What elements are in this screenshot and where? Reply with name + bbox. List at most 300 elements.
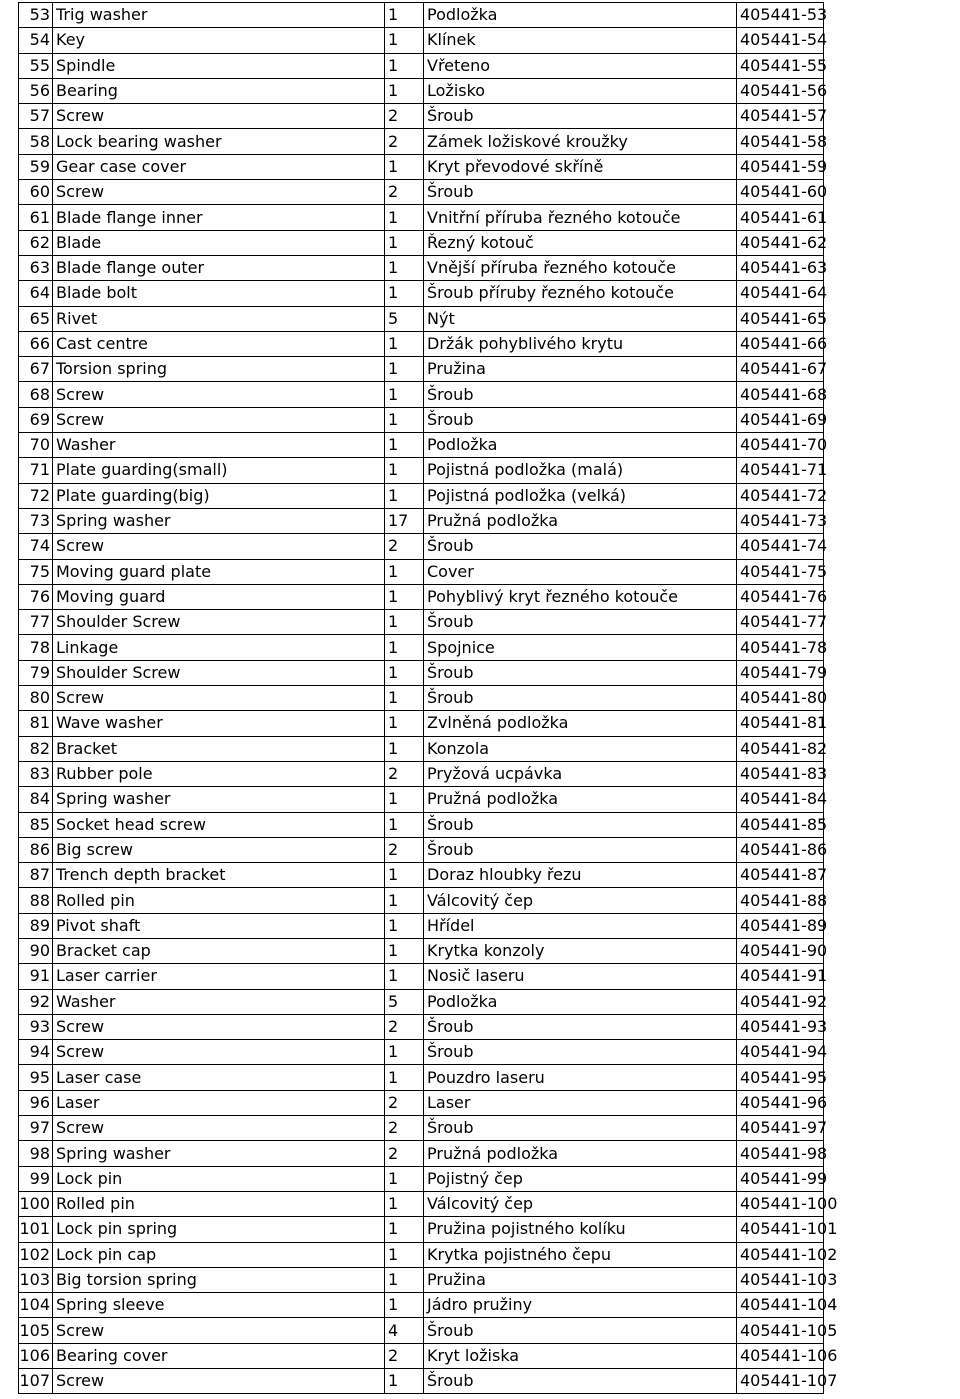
quantity-cell: 1 [385, 1267, 424, 1292]
part-name-cz-cell: Laser [424, 1090, 737, 1115]
part-code-cell: 405441-90 [737, 938, 824, 963]
quantity-cell: 2 [385, 1141, 424, 1166]
part-name-en-cell: Blade [53, 230, 385, 255]
quantity-cell: 1 [385, 559, 424, 584]
part-name-en-cell: Rolled pin [53, 1191, 385, 1216]
part-number-cell: 59 [19, 154, 53, 179]
table-row [19, 559, 824, 584]
part-number-cell: 63 [19, 255, 53, 280]
part-code-cell: 405441-57 [737, 104, 824, 129]
table-row [19, 635, 824, 660]
part-name-en-cell: Spring washer [53, 787, 385, 812]
table-row [19, 28, 824, 53]
table-row [19, 1242, 824, 1267]
part-number-cell: 66 [19, 331, 53, 356]
part-name-cz-cell: Krytka pojistného čepu [424, 1242, 737, 1267]
part-code-cell: 405441-75 [737, 559, 824, 584]
part-name-cz-cell: Pružná podložka [424, 508, 737, 533]
part-name-cz-cell: Zámek ložiskové kroužky [424, 129, 737, 154]
part-name-cz-cell: Cover [424, 559, 737, 584]
part-name-en-cell: Trig washer [53, 3, 385, 28]
parts-list-body [19, 3, 838, 1394]
table-row [19, 1191, 824, 1216]
part-number-cell: 102 [19, 1242, 53, 1267]
part-code-cell: 405441-65 [737, 306, 824, 331]
part-number-cell: 77 [19, 610, 53, 635]
table-row [19, 1116, 824, 1141]
quantity-cell: 1 [385, 1166, 424, 1191]
part-number-cell: 100 [19, 1191, 53, 1216]
part-code-cell: 405441-62 [737, 230, 824, 255]
part-name-en-cell: Washer [53, 433, 385, 458]
part-code-cell: 405441-56 [737, 78, 824, 103]
table-row [19, 736, 824, 761]
part-number-cell: 72 [19, 483, 53, 508]
quantity-cell: 1 [385, 205, 424, 230]
table-row [19, 331, 824, 356]
part-name-en-cell: Moving guard [53, 584, 385, 609]
quantity-cell: 1 [385, 382, 424, 407]
table-row [19, 382, 824, 407]
part-name-cz-cell: Podložka [424, 433, 737, 458]
part-name-en-cell: Linkage [53, 635, 385, 660]
table-row [19, 610, 824, 635]
quantity-cell: 17 [385, 508, 424, 533]
part-number-cell: 75 [19, 559, 53, 584]
part-code-cell: 405441-87 [737, 863, 824, 888]
table-row [19, 129, 824, 154]
part-code-cell: 405441-103 [737, 1267, 824, 1292]
part-code-cell: 405441-61 [737, 205, 824, 230]
table-row [19, 938, 824, 963]
part-name-en-cell: Screw [53, 1369, 385, 1394]
part-code-cell: 405441-107 [737, 1369, 824, 1394]
quantity-cell: 2 [385, 1014, 424, 1039]
quantity-cell: 1 [385, 1293, 424, 1318]
part-name-en-cell: Screw [53, 104, 385, 129]
table-row [19, 255, 824, 280]
part-name-cz-cell: Pružina [424, 1267, 737, 1292]
part-code-cell: 405441-82 [737, 736, 824, 761]
part-code-cell: 405441-76 [737, 584, 824, 609]
part-name-cz-cell: Vnitřní příruba řezného kotouče [424, 205, 737, 230]
part-code-cell: 405441-102 [737, 1242, 824, 1267]
part-name-en-cell: Socket head screw [53, 812, 385, 837]
quantity-cell: 1 [385, 686, 424, 711]
part-name-en-cell: Key [53, 28, 385, 53]
part-number-cell: 99 [19, 1166, 53, 1191]
table-row [19, 787, 824, 812]
part-name-en-cell: Screw [53, 1014, 385, 1039]
part-number-cell: 105 [19, 1318, 53, 1343]
table-row [19, 863, 824, 888]
table-row [19, 888, 824, 913]
part-code-cell: 405441-67 [737, 357, 824, 382]
part-name-en-cell: Pivot shaft [53, 913, 385, 938]
part-number-cell: 68 [19, 382, 53, 407]
quantity-cell: 2 [385, 129, 424, 154]
quantity-cell: 1 [385, 736, 424, 761]
quantity-cell: 5 [385, 989, 424, 1014]
part-number-cell: 83 [19, 761, 53, 786]
quantity-cell: 1 [385, 1191, 424, 1216]
part-number-cell: 85 [19, 812, 53, 837]
part-number-cell: 65 [19, 306, 53, 331]
part-code-cell: 405441-86 [737, 837, 824, 862]
part-number-cell: 82 [19, 736, 53, 761]
quantity-cell: 1 [385, 812, 424, 837]
part-name-en-cell: Screw [53, 534, 385, 559]
part-number-cell: 80 [19, 686, 53, 711]
table-row [19, 3, 824, 28]
quantity-cell: 1 [385, 1369, 424, 1394]
part-code-cell: 405441-99 [737, 1166, 824, 1191]
part-number-cell: 101 [19, 1217, 53, 1242]
table-row [19, 483, 824, 508]
part-name-cz-cell: Držák pohyblivého krytu [424, 331, 737, 356]
table-row [19, 1217, 824, 1242]
part-name-cz-cell: Pružná podložka [424, 1141, 737, 1166]
part-name-en-cell: Laser case [53, 1065, 385, 1090]
part-number-cell: 61 [19, 205, 53, 230]
part-name-cz-cell: Pojistný čep [424, 1166, 737, 1191]
part-name-en-cell: Plate guarding(big) [53, 483, 385, 508]
parts-list-table [18, 2, 838, 1394]
part-number-cell: 76 [19, 584, 53, 609]
quantity-cell: 1 [385, 584, 424, 609]
part-name-cz-cell: Kryt ložiska [424, 1343, 737, 1368]
quantity-cell: 1 [385, 1040, 424, 1065]
quantity-cell: 1 [385, 3, 424, 28]
part-number-cell: 57 [19, 104, 53, 129]
part-code-cell: 405441-85 [737, 812, 824, 837]
part-number-cell: 70 [19, 433, 53, 458]
part-number-cell: 67 [19, 357, 53, 382]
part-name-en-cell: Washer [53, 989, 385, 1014]
part-code-cell: 405441-77 [737, 610, 824, 635]
part-name-en-cell: Cast centre [53, 331, 385, 356]
part-number-cell: 103 [19, 1267, 53, 1292]
part-name-cz-cell: Kryt převodové skříně [424, 154, 737, 179]
table-row [19, 1014, 824, 1039]
part-name-cz-cell: Klínek [424, 28, 737, 53]
part-name-en-cell: Laser [53, 1090, 385, 1115]
part-code-cell: 405441-59 [737, 154, 824, 179]
part-code-cell: 405441-71 [737, 458, 824, 483]
part-name-en-cell: Blade flange inner [53, 205, 385, 230]
part-name-cz-cell: Podložka [424, 3, 737, 28]
part-name-en-cell: Plate guarding(small) [53, 458, 385, 483]
table-row [19, 53, 824, 78]
part-number-cell: 69 [19, 407, 53, 432]
part-name-cz-cell: Ložisko [424, 78, 737, 103]
part-number-cell: 58 [19, 129, 53, 154]
part-code-cell: 405441-89 [737, 913, 824, 938]
part-name-cz-cell: Šroub [424, 610, 737, 635]
part-number-cell: 86 [19, 837, 53, 862]
part-code-cell: 405441-79 [737, 660, 824, 685]
table-row [19, 407, 824, 432]
part-name-en-cell: Bearing [53, 78, 385, 103]
part-number-cell: 56 [19, 78, 53, 103]
part-name-cz-cell: Pojistná podložka (malá) [424, 458, 737, 483]
part-number-cell: 91 [19, 964, 53, 989]
quantity-cell: 1 [385, 711, 424, 736]
part-name-cz-cell: Šroub příruby řezného kotouče [424, 281, 737, 306]
quantity-cell: 2 [385, 1343, 424, 1368]
table-row [19, 913, 824, 938]
table-row [19, 812, 824, 837]
part-code-cell: 405441-70 [737, 433, 824, 458]
part-name-en-cell: Lock bearing washer [53, 129, 385, 154]
table-row [19, 306, 824, 331]
table-row [19, 357, 824, 382]
part-name-cz-cell: Pojistná podložka (velká) [424, 483, 737, 508]
part-code-cell: 405441-54 [737, 28, 824, 53]
part-number-cell: 90 [19, 938, 53, 963]
table-row [19, 1343, 824, 1368]
part-name-cz-cell: Pryžová ucpávka [424, 761, 737, 786]
quantity-cell: 1 [385, 635, 424, 660]
part-number-cell: 107 [19, 1369, 53, 1394]
part-code-cell: 405441-91 [737, 964, 824, 989]
part-name-cz-cell: Šroub [424, 1318, 737, 1343]
part-name-cz-cell: Pružná podložka [424, 787, 737, 812]
part-name-cz-cell: Šroub [424, 686, 737, 711]
part-name-en-cell: Big screw [53, 837, 385, 862]
part-number-cell: 81 [19, 711, 53, 736]
part-number-cell: 78 [19, 635, 53, 660]
part-name-cz-cell: Šroub [424, 1116, 737, 1141]
part-code-cell: 405441-92 [737, 989, 824, 1014]
part-code-cell: 405441-63 [737, 255, 824, 280]
part-code-cell: 405441-93 [737, 1014, 824, 1039]
part-code-cell: 405441-88 [737, 888, 824, 913]
part-name-cz-cell: Nýt [424, 306, 737, 331]
part-code-cell: 405441-78 [737, 635, 824, 660]
table-row [19, 180, 824, 205]
part-number-cell: 93 [19, 1014, 53, 1039]
part-number-cell: 88 [19, 888, 53, 913]
part-name-en-cell: Spring sleeve [53, 1293, 385, 1318]
part-name-en-cell: Torsion spring [53, 357, 385, 382]
part-name-en-cell: Blade bolt [53, 281, 385, 306]
part-code-cell: 405441-96 [737, 1090, 824, 1115]
part-code-cell: 405441-101 [737, 1217, 824, 1242]
table-row [19, 534, 824, 559]
part-name-cz-cell: Jádro pružiny [424, 1293, 737, 1318]
part-name-en-cell: Lock pin [53, 1166, 385, 1191]
part-name-cz-cell: Pružina [424, 357, 737, 382]
part-name-en-cell: Gear case cover [53, 154, 385, 179]
quantity-cell: 1 [385, 1065, 424, 1090]
part-number-cell: 89 [19, 913, 53, 938]
quantity-cell: 1 [385, 255, 424, 280]
part-name-en-cell: Spindle [53, 53, 385, 78]
part-name-en-cell: Screw [53, 382, 385, 407]
table-row [19, 686, 824, 711]
table-row [19, 1369, 824, 1394]
part-name-cz-cell: Válcovitý čep [424, 1191, 737, 1216]
part-name-cz-cell: Šroub [424, 1040, 737, 1065]
part-name-cz-cell: Válcovitý čep [424, 888, 737, 913]
part-name-cz-cell: Konzola [424, 736, 737, 761]
quantity-cell: 1 [385, 888, 424, 913]
part-code-cell: 405441-98 [737, 1141, 824, 1166]
part-code-cell: 405441-105 [737, 1318, 824, 1343]
part-number-cell: 79 [19, 660, 53, 685]
quantity-cell: 1 [385, 78, 424, 103]
part-name-cz-cell: Podložka [424, 989, 737, 1014]
part-name-en-cell: Moving guard plate [53, 559, 385, 584]
part-name-en-cell: Shoulder Screw [53, 660, 385, 685]
quantity-cell: 1 [385, 458, 424, 483]
part-name-cz-cell: Spojnice [424, 635, 737, 660]
table-row [19, 230, 824, 255]
quantity-cell: 2 [385, 761, 424, 786]
part-number-cell: 92 [19, 989, 53, 1014]
part-name-cz-cell: Hřídel [424, 913, 737, 938]
part-name-cz-cell: Vnější příruba řezného kotouče [424, 255, 737, 280]
part-code-cell: 405441-81 [737, 711, 824, 736]
quantity-cell: 1 [385, 407, 424, 432]
part-code-cell: 405441-104 [737, 1293, 824, 1318]
part-number-cell: 62 [19, 230, 53, 255]
table-row [19, 205, 824, 230]
part-code-cell: 405441-69 [737, 407, 824, 432]
table-row [19, 989, 824, 1014]
table-row [19, 1040, 824, 1065]
part-name-en-cell: Trench depth bracket [53, 863, 385, 888]
part-name-cz-cell: Šroub [424, 180, 737, 205]
part-name-en-cell: Screw [53, 1318, 385, 1343]
part-code-cell: 405441-72 [737, 483, 824, 508]
part-name-en-cell: Wave washer [53, 711, 385, 736]
part-name-cz-cell: Šroub [424, 812, 737, 837]
part-name-en-cell: Lock pin cap [53, 1242, 385, 1267]
part-code-cell: 405441-68 [737, 382, 824, 407]
part-name-en-cell: Rolled pin [53, 888, 385, 913]
part-code-cell: 405441-83 [737, 761, 824, 786]
part-name-en-cell: Rubber pole [53, 761, 385, 786]
quantity-cell: 1 [385, 28, 424, 53]
part-number-cell: 106 [19, 1343, 53, 1368]
quantity-cell: 1 [385, 964, 424, 989]
part-name-en-cell: Screw [53, 1040, 385, 1065]
part-name-cz-cell: Šroub [424, 837, 737, 862]
part-number-cell: 87 [19, 863, 53, 888]
table-row [19, 1293, 824, 1318]
part-name-cz-cell: Zvlněná podložka [424, 711, 737, 736]
table-row [19, 761, 824, 786]
quantity-cell: 1 [385, 281, 424, 306]
table-row [19, 433, 824, 458]
part-name-cz-cell: Pouzdro laseru [424, 1065, 737, 1090]
part-number-cell: 94 [19, 1040, 53, 1065]
part-code-cell: 405441-95 [737, 1065, 824, 1090]
part-name-en-cell: Bracket [53, 736, 385, 761]
quantity-cell: 1 [385, 53, 424, 78]
part-name-cz-cell: Řezný kotouč [424, 230, 737, 255]
table-row [19, 1318, 824, 1343]
part-number-cell: 55 [19, 53, 53, 78]
quantity-cell: 1 [385, 357, 424, 382]
part-name-cz-cell: Pružina pojistného kolíku [424, 1217, 737, 1242]
part-number-cell: 71 [19, 458, 53, 483]
part-number-cell: 60 [19, 180, 53, 205]
part-name-cz-cell: Šroub [424, 660, 737, 685]
part-code-cell: 405441-64 [737, 281, 824, 306]
part-name-en-cell: Spring washer [53, 508, 385, 533]
part-name-cz-cell: Krytka konzoly [424, 938, 737, 963]
part-name-cz-cell: Šroub [424, 1369, 737, 1394]
part-number-cell: 53 [19, 3, 53, 28]
table-row [19, 281, 824, 306]
part-name-cz-cell: Pohyblivý kryt řezného kotouče [424, 584, 737, 609]
part-name-en-cell: Screw [53, 1116, 385, 1141]
part-name-en-cell: Lock pin spring [53, 1217, 385, 1242]
part-code-cell: 405441-73 [737, 508, 824, 533]
part-name-cz-cell: Šroub [424, 104, 737, 129]
table-row [19, 1090, 824, 1115]
part-name-en-cell: Blade flange outer [53, 255, 385, 280]
part-name-cz-cell: Doraz hloubky řezu [424, 863, 737, 888]
part-name-en-cell: Screw [53, 407, 385, 432]
part-code-cell: 405441-84 [737, 787, 824, 812]
quantity-cell: 2 [385, 837, 424, 862]
part-name-en-cell: Screw [53, 686, 385, 711]
part-name-en-cell: Bracket cap [53, 938, 385, 963]
table-row [19, 964, 824, 989]
quantity-cell: 2 [385, 1090, 424, 1115]
part-name-en-cell: Laser carrier [53, 964, 385, 989]
table-row [19, 104, 824, 129]
part-name-en-cell: Screw [53, 180, 385, 205]
quantity-cell: 1 [385, 1242, 424, 1267]
part-number-cell: 84 [19, 787, 53, 812]
part-code-cell: 405441-74 [737, 534, 824, 559]
part-name-en-cell: Shoulder Screw [53, 610, 385, 635]
part-name-cz-cell: Šroub [424, 382, 737, 407]
table-row [19, 1267, 824, 1292]
part-number-cell: 95 [19, 1065, 53, 1090]
quantity-cell: 2 [385, 180, 424, 205]
quantity-cell: 1 [385, 610, 424, 635]
part-number-cell: 54 [19, 28, 53, 53]
quantity-cell: 5 [385, 306, 424, 331]
part-number-cell: 73 [19, 508, 53, 533]
table-row [19, 584, 824, 609]
table-row [19, 508, 824, 533]
quantity-cell: 1 [385, 331, 424, 356]
part-code-cell: 405441-55 [737, 53, 824, 78]
quantity-cell: 1 [385, 154, 424, 179]
table-row [19, 837, 824, 862]
part-number-cell: 97 [19, 1116, 53, 1141]
part-code-cell: 405441-58 [737, 129, 824, 154]
part-name-cz-cell: Šroub [424, 1014, 737, 1039]
part-number-cell: 104 [19, 1293, 53, 1318]
table-row [19, 711, 824, 736]
quantity-cell: 1 [385, 863, 424, 888]
part-code-cell: 405441-80 [737, 686, 824, 711]
part-code-cell: 405441-60 [737, 180, 824, 205]
quantity-cell: 2 [385, 104, 424, 129]
table-row [19, 154, 824, 179]
part-name-en-cell: Rivet [53, 306, 385, 331]
part-name-en-cell: Bearing cover [53, 1343, 385, 1368]
part-code-cell: 405441-97 [737, 1116, 824, 1141]
